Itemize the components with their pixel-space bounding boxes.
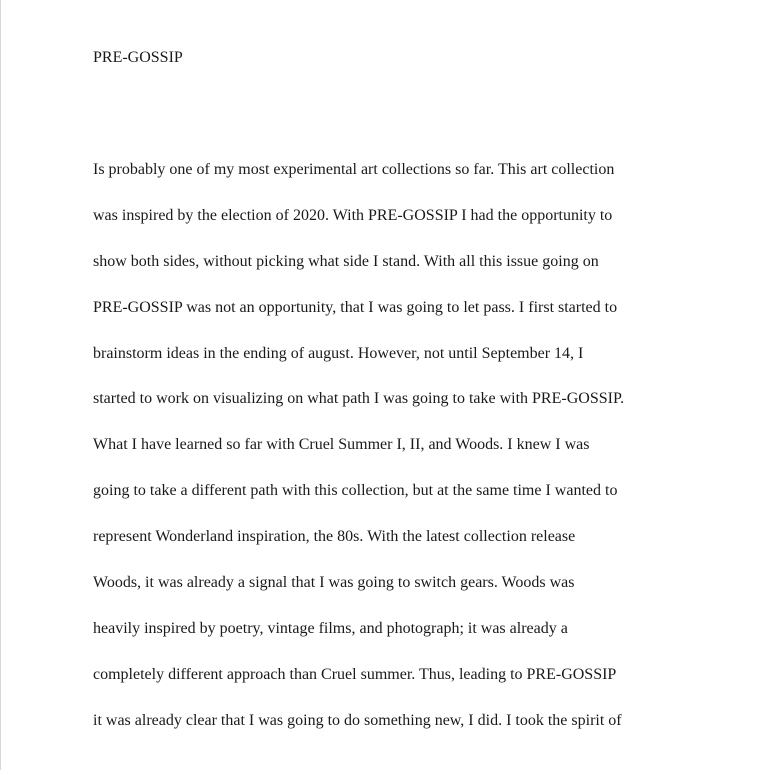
body-line: completely different approach than Cruel summer. Thus, leading to PRE-GOSSIP [93, 665, 617, 683]
body-line: Is probably one of my most experimental art collections so far. This art collection [93, 161, 615, 178]
document-title: PRE-GOSSIP [93, 49, 183, 66]
body-line: show both sides, without picking what side I stand. With all this issue going on [93, 252, 599, 270]
body-line: started to work on visualizing on what path I was going to take with PRE-GOSSIP. [93, 390, 625, 408]
body-line: Woods, it was already a signal that I was going to switch gears. Woods was [93, 574, 575, 592]
body-line: PRE-GOSSIP was not an opportunity, that I was going to let pass. I first started to [93, 298, 618, 316]
body-line: brainstorm ideas in the ending of august. However, not until September 14, I [93, 344, 584, 362]
body-line: What I have learned so far with Cruel Summer I, II, and Woods. I knew I was [93, 436, 590, 454]
body-line: heavily inspired by poetry, vintage films, and photograph; it was already a [93, 619, 568, 637]
body-line: it was already clear that I was going to do something new, I did. I took the spirit of [93, 711, 622, 729]
body-line: represent Wonderland inspiration, the 80s. With the latest collection release [93, 528, 576, 546]
body-line: going to take a different path with this collection, but at the same time I wanted to [93, 482, 618, 500]
document-body [93, 159, 624, 756]
body-line: was inspired by the election of 2020. With PRE-GOSSIP I had the opportunity to [93, 206, 613, 224]
